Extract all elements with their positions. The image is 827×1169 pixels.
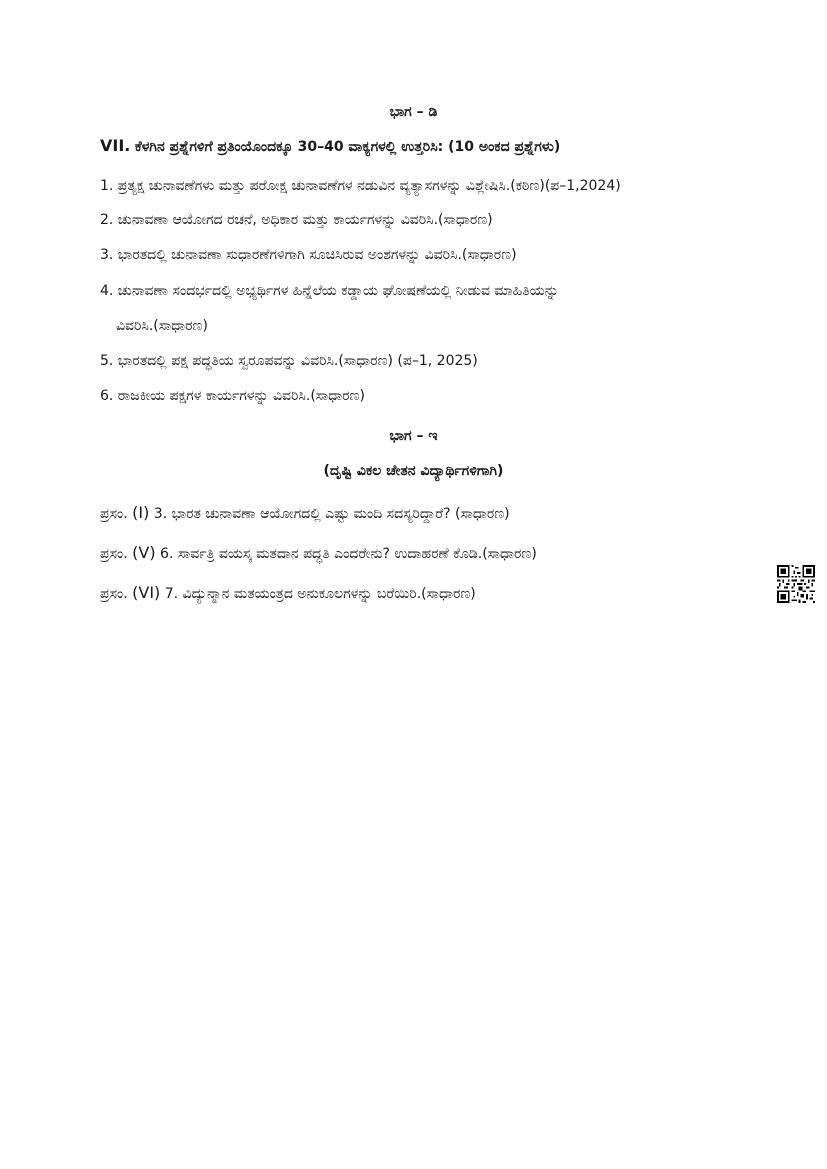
instruction-text: ಕೆಳಗಿನ ಪ್ರಶ್ನೆಗಳಿಗೆ ಪ್ರತಿಂಯೊಂದಕ್ಕೂ 30–40 ವಾಕ್ಯಗಳಲ್ಲಿ ಉತ್ತರಿಸಿ: (10 ಅಂಕದ ಪ್ರಶ್ನೆಗಳು): [134, 139, 561, 155]
section-d-instruction: [100, 136, 560, 155]
question-roman: (I): [132, 503, 150, 522]
question-4: 4. ಚುನಾವಣಾ ಸಂದರ್ಭದಲ್ಲಿ ಅಭ್ಯರ್ಥಿಗಳ ಹಿನ್ನೆಲೆಯ ಕಡ್ಡಾಯ ಘೋಷಣೆಯಲ್ಲಿ ನೀಡುವ ಮಾಹಿತಿಯನ್ನು: [100, 283, 559, 299]
section-d-title: ಭಾಗ – ಡಿ: [389, 104, 438, 120]
question-6: 6. ರಾಜಕೀಯ ಪಕ್ಷಗಳ ಕಾರ್ಯಗಳನ್ನು ವಿವರಿಸಿ.(ಸಾಧಾರಣ): [100, 388, 365, 404]
question-text: 6. ಸಾರ್ವತ್ರಿ ವಯಸ್ಕ ಮತದಾನ ಪದ್ಧತಿ ಎಂದರೇನು? ಉದಾಹರಣೆ ಕೊಡಿ.(ಸಾಧಾರಣ): [160, 546, 537, 562]
question-3: 3. ಭಾರತದಲ್ಲಿ ಚುನಾವಣಾ ಸುಧಾರಣೆಗಳಿಗಾಗಿ ಸೂಚಿಸಿರುವ ಅಂಶಗಳನ್ನು ವಿವರಿಸಿ.(ಸಾಧಾರಣ): [100, 247, 517, 263]
section-e-title: ಭಾಗ – ಇ: [389, 428, 438, 444]
vi-question-1: [100, 503, 510, 522]
qr-code-icon[interactable]: [777, 565, 815, 603]
question-text: 7. ವಿದ್ಯುನ್ಮಾನ ಮತಯಂತ್ರದ ಅನುಕೂಲಗಳನ್ನು ಬರೆಯಿರಿ.(ಸಾಧಾರಣ): [164, 586, 476, 602]
question-text: 3. ಭಾರತ ಚುನಾವಣಾ ಆಯೋಗದಲ್ಲಿ ಎಷ್ಟು ಮಂದಿ ಸದಸ್ಯರಿದ್ದಾರೆ? (ಸಾಧಾರಣ): [153, 506, 510, 522]
question-roman: (VI): [132, 583, 161, 602]
vi-question-3: [100, 583, 476, 602]
question-roman: (V): [132, 543, 156, 562]
vi-question-2: [100, 543, 537, 562]
question-prefix: ಪ್ರಸಂ.: [100, 586, 128, 602]
section-e-subtitle: (ದೃಷ್ಟಿ ವಿಕಲ ಚೇತನ ವಿದ್ಯಾರ್ಥಿಗಳಿಗಾಗಿ): [323, 463, 504, 479]
question-prefix: ಪ್ರಸಂ.: [100, 506, 128, 522]
question-4-continuation: ವಿವರಿಸಿ.(ಸಾಧಾರಣ): [116, 318, 208, 334]
question-prefix: ಪ್ರಸಂ.: [100, 546, 128, 562]
question-1: 1. ಪ್ರತ್ಯಕ್ಷ ಚುನಾವಣೆಗಳು ಮತ್ತು ಪರೋಕ್ಷ ಚುನಾವಣೆಗಳ ನಡುವಿನ ವ್ಯತ್ಯಾಸಗಳನ್ನು ವಿಶ್ಲೇಷಿಸಿ.(ಕಠಿಣ)(ಪ–1,2024): [100, 178, 621, 194]
question-2: 2. ಚುನಾವಣಾ ಆಯೋಗದ ರಚನೆ, ಅಧಿಕಾರ ಮತ್ತು ಕಾರ್ಯಗಳನ್ನು ವಿವರಿಸಿ.(ಸಾಧಾರಣ): [100, 212, 493, 228]
question-5: 5. ಭಾರತದಲ್ಲಿ ಪಕ್ಷ ಪದ್ಧತಿಯ ಸ್ವರೂಪವನ್ನು ವಿವರಿಸಿ.(ಸಾಧಾರಣ) (ಪ–1, 2025): [100, 353, 478, 369]
instruction-number: VII.: [100, 136, 131, 155]
